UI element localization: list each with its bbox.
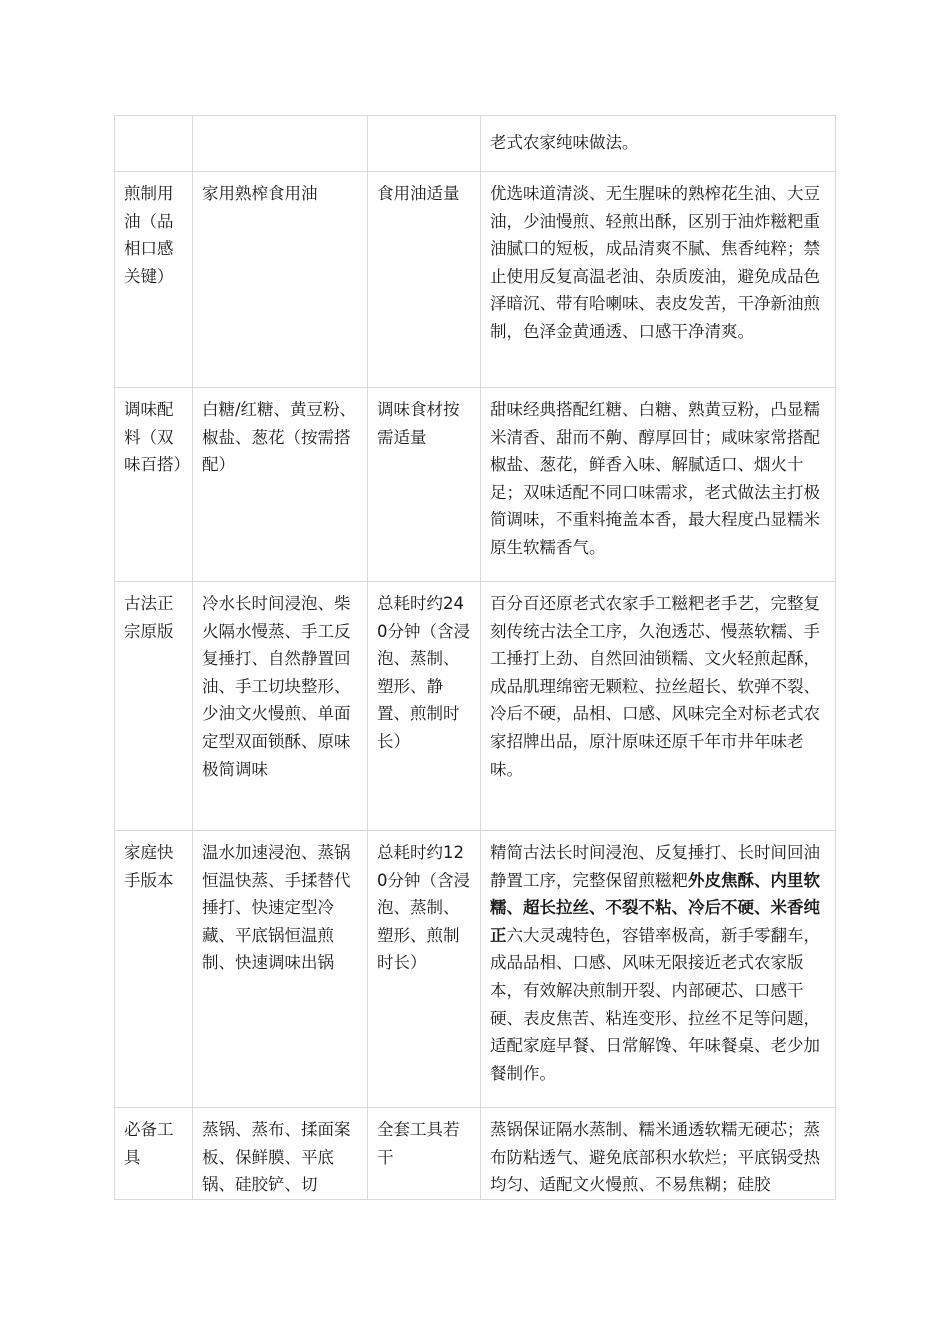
description-text: 百分百还原老式农家手工糍粑老手艺，完整复刻传统古法全工序，久泡透芯、慢蒸软糯、手工捶打上劲、自然回油锁糯、文火轻煎起酥，成品肌理绵密无颗粒、拉丝超长、软弹不裂、冷后不硬，品相、口感、风味完全对标老式农家招牌出品，原汁原味还原千年市井年味老味。 (490, 594, 820, 779)
description-text: 老式农家纯味做法。 (490, 133, 639, 152)
description-text: 六大灵魂特色，容错率极高，新手零翻车，成品品相、口感、风味无限接近老式农家版本，有效解决煎制开裂、内部硬芯、口感干硬、表皮焦苦、粘连变形、拉丝不足等问题，适配家庭早餐、日常解馋、年味餐桌、老少加餐制作。 (490, 925, 820, 1083)
description-text: 精简古法长时间浸泡、反复捶打、长时间回油静置工序，完整保留煎糍粑 (490, 843, 820, 890)
amount-cell: 全套工具若干 (368, 1108, 481, 1200)
material-cell: 冷水长时间浸泡、柴火隔水慢蒸、手工反复捶打、自然静置回油、手工切块整形、少油文火慢煎、单面定型双面锁酥、原味极简调味 (193, 582, 368, 831)
amount-cell: 调味食材按需适量 (368, 388, 481, 582)
description-cell (481, 172, 836, 388)
description-text: 蒸锅保证隔水蒸制、糯米通透软糯无硬芯；蒸布防粘透气、避免底部积水软烂；平底锅受热均匀、适配文火慢煎、不易焦糊；硅胶 (490, 1120, 820, 1195)
material-cell: 蒸锅、蒸布、揉面案板、保鲜膜、平底锅、硅胶铲、切 (193, 1108, 368, 1200)
description-text: 甜味经典搭配红糖、白糖、熟黄豆粉，凸显糯米清香、甜而不齁、醇厚回甘；咸味家常搭配椒盐、葱花，鲜香入味、解腻适口、烟火十足；双味适配不同口味需求，老式做法主打极简调味，不重料掩盖本香，最大程度凸显糯米原生软糯香气。 (490, 400, 820, 557)
table-row (115, 172, 836, 388)
table-row (115, 388, 836, 582)
recipe-table (114, 115, 836, 1200)
item-cell: 古法正宗原版 (115, 582, 193, 831)
material-cell: 家用熟榨食用油 (193, 172, 368, 388)
description-cell (481, 116, 836, 172)
amount-cell (368, 116, 481, 172)
amount-cell: 食用油适量 (368, 172, 481, 388)
description-cell (481, 582, 836, 831)
item-cell: 家庭快手版本 (115, 831, 193, 1108)
table-row (115, 116, 836, 172)
description-text: 优选味道清淡、无生腥味的熟榨花生油、大豆油，少油慢煎、轻煎出酥，区别于油炸糍粑重油腻口的短板，成品清爽不腻、焦香纯粹；禁止使用反复高温老油、杂质废油，避免成品色泽暗沉、带有哈喇味、表皮发苦，干净新油煎制，色泽金黄通透、口感干净清爽。 (490, 184, 820, 341)
amount-cell: 总耗时约120分钟（含浸泡、蒸制、塑形、煎制时长） (368, 831, 481, 1108)
amount-cell: 总耗时约240分钟（含浸泡、蒸制、塑形、静置、煎制时长） (368, 582, 481, 831)
item-cell (115, 116, 193, 172)
description-cell (481, 1108, 836, 1200)
description-cell (481, 388, 836, 582)
material-cell (193, 116, 368, 172)
table-row (115, 582, 836, 831)
item-cell: 调味配料（双味百搭） (115, 388, 193, 582)
table-row (115, 831, 836, 1108)
description-cell (481, 831, 836, 1108)
material-cell: 白糖/红糖、黄豆粉、椒盐、葱花（按需搭配） (193, 388, 368, 582)
material-cell: 温水加速浸泡、蒸锅恒温快蒸、手揉替代捶打、快速定型冷藏、平底锅恒温煎制、快速调味出锅 (193, 831, 368, 1108)
item-cell: 必备工具 (115, 1108, 193, 1200)
item-cell: 煎制用油（品相口感关键） (115, 172, 193, 388)
table-row (115, 1108, 836, 1200)
description-bold-text: 外皮焦酥、内里软糯、超长拉丝、不裂不粘、冷后不硬、米香纯正 (490, 870, 820, 945)
